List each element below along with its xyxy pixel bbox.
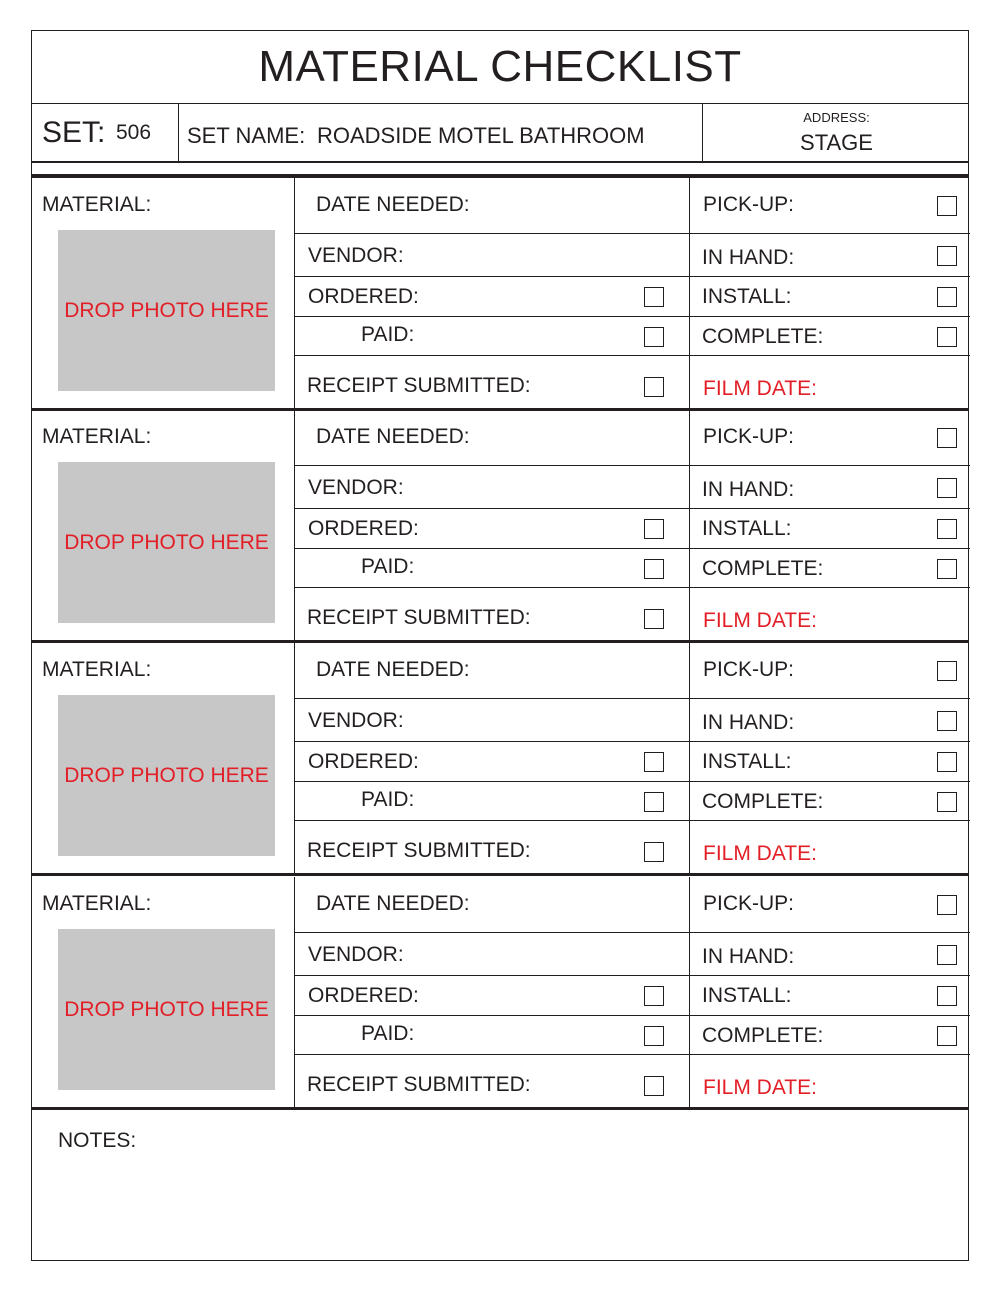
complete-row	[690, 782, 970, 821]
photo-placeholder-text: DROP PHOTO HERE	[64, 763, 269, 787]
receipt-submitted-label: RECEIPT SUBMITTED:	[307, 606, 531, 629]
ordered-row	[295, 277, 690, 317]
set-label: SET:	[42, 116, 106, 149]
pick-up-label: PICK-UP:	[703, 193, 795, 216]
pick-up-label: PICK-UP:	[703, 892, 795, 915]
block-divider	[32, 1107, 968, 1110]
in-hand-checkbox[interactable]	[937, 246, 957, 266]
page-title: MATERIAL CHECKLIST	[32, 31, 968, 104]
install-row	[690, 509, 970, 549]
vendor-row	[295, 234, 690, 277]
receipt-submitted-row	[295, 356, 690, 410]
complete-label: COMPLETE:	[702, 1024, 824, 1047]
in-hand-label: IN HAND:	[702, 246, 795, 269]
complete-row	[690, 549, 970, 588]
pick-up-row	[690, 877, 970, 933]
paid-row	[295, 317, 690, 356]
complete-label: COMPLETE:	[702, 557, 824, 580]
photo-placeholder-text: DROP PHOTO HERE	[64, 530, 269, 554]
pick-up-checkbox[interactable]	[937, 196, 957, 216]
vendor-row	[295, 699, 690, 742]
in-hand-label: IN HAND:	[702, 711, 795, 734]
material-label: MATERIAL:	[42, 892, 152, 915]
material-photo-column	[32, 877, 295, 1109]
material-block	[32, 643, 968, 875]
in-hand-row	[690, 234, 970, 277]
complete-row	[690, 1016, 970, 1055]
receipt-submitted-checkbox[interactable]	[644, 842, 664, 862]
film-date-label: FILM DATE:	[703, 609, 817, 632]
ordered-label: ORDERED:	[308, 984, 419, 1007]
date-needed-row	[295, 410, 690, 466]
photo-drop-zone[interactable]	[58, 695, 275, 856]
in-hand-checkbox[interactable]	[937, 945, 957, 965]
receipt-submitted-checkbox[interactable]	[644, 609, 664, 629]
paid-checkbox[interactable]	[644, 327, 664, 347]
film-date-label: FILM DATE:	[703, 842, 817, 865]
receipt-submitted-checkbox[interactable]	[644, 1076, 664, 1096]
install-checkbox[interactable]	[937, 752, 957, 772]
in-hand-checkbox[interactable]	[937, 711, 957, 731]
date-needed-label: DATE NEEDED:	[316, 193, 470, 216]
install-checkbox[interactable]	[937, 519, 957, 539]
set-name-value[interactable]: ROADSIDE MOTEL BATHROOM	[317, 123, 645, 148]
set-name-label: SET NAME:	[187, 123, 306, 148]
film-date-label: FILM DATE:	[703, 1076, 817, 1099]
paid-checkbox[interactable]	[644, 792, 664, 812]
install-label: INSTALL:	[702, 517, 792, 540]
set-name-cell	[179, 104, 703, 161]
receipt-submitted-row	[295, 588, 690, 642]
in-hand-checkbox[interactable]	[937, 478, 957, 498]
photo-drop-zone[interactable]	[58, 230, 275, 391]
in-hand-row	[690, 699, 970, 742]
paid-row	[295, 549, 690, 588]
complete-label: COMPLETE:	[702, 790, 824, 813]
header-thick-divider	[32, 174, 968, 178]
complete-checkbox[interactable]	[937, 327, 957, 347]
address-label: ADDRESS:	[803, 110, 870, 125]
pick-up-label: PICK-UP:	[703, 425, 795, 448]
set-info-row	[32, 104, 968, 161]
material-block	[32, 877, 968, 1109]
ordered-checkbox[interactable]	[644, 287, 664, 307]
material-photo-column	[32, 178, 295, 410]
photo-placeholder-text: DROP PHOTO HERE	[64, 298, 269, 322]
vendor-label: VENDOR:	[308, 943, 404, 966]
install-label: INSTALL:	[702, 750, 792, 773]
paid-label: PAID:	[361, 323, 415, 346]
address-cell	[703, 104, 970, 161]
install-label: INSTALL:	[702, 285, 792, 308]
paid-label: PAID:	[361, 555, 415, 578]
ordered-checkbox[interactable]	[644, 519, 664, 539]
film-date-row	[690, 356, 970, 410]
receipt-submitted-row	[295, 821, 690, 875]
vendor-label: VENDOR:	[308, 476, 404, 499]
date-needed-label: DATE NEEDED:	[316, 892, 470, 915]
pick-up-row	[690, 643, 970, 699]
pick-up-row	[690, 410, 970, 466]
material-label: MATERIAL:	[42, 193, 152, 216]
date-needed-row	[295, 643, 690, 699]
pick-up-checkbox[interactable]	[937, 428, 957, 448]
install-checkbox[interactable]	[937, 287, 957, 307]
header-divider	[32, 161, 968, 163]
ordered-checkbox[interactable]	[644, 986, 664, 1006]
ordered-label: ORDERED:	[308, 750, 419, 773]
paid-checkbox[interactable]	[644, 1026, 664, 1046]
install-row	[690, 277, 970, 317]
date-needed-row	[295, 178, 690, 234]
complete-label: COMPLETE:	[702, 325, 824, 348]
complete-row	[690, 317, 970, 356]
film-date-label: FILM DATE:	[703, 377, 817, 400]
receipt-submitted-label: RECEIPT SUBMITTED:	[307, 374, 531, 397]
paid-row	[295, 1016, 690, 1055]
pick-up-checkbox[interactable]	[937, 895, 957, 915]
photo-drop-zone[interactable]	[58, 929, 275, 1090]
install-checkbox[interactable]	[937, 986, 957, 1006]
pick-up-checkbox[interactable]	[937, 661, 957, 681]
paid-checkbox[interactable]	[644, 559, 664, 579]
material-label: MATERIAL:	[42, 425, 152, 448]
film-date-row	[690, 588, 970, 642]
date-needed-label: DATE NEEDED:	[316, 425, 470, 448]
photo-placeholder-text: DROP PHOTO HERE	[64, 997, 269, 1021]
material-checklist-form	[31, 30, 969, 1261]
paid-label: PAID:	[361, 1022, 415, 1045]
complete-checkbox[interactable]	[937, 559, 957, 579]
photo-drop-zone[interactable]	[58, 462, 275, 623]
material-photo-column	[32, 643, 295, 875]
notes-label: NOTES:	[58, 1129, 137, 1152]
in-hand-row	[690, 933, 970, 976]
complete-checkbox[interactable]	[937, 1026, 957, 1046]
vendor-label: VENDOR:	[308, 709, 404, 732]
set-number-value[interactable]: 506	[116, 121, 152, 144]
film-date-row	[690, 1055, 970, 1109]
film-date-row	[690, 821, 970, 875]
vendor-row	[295, 933, 690, 976]
set-number-cell	[32, 104, 179, 161]
material-block	[32, 410, 968, 642]
paid-row	[295, 782, 690, 821]
in-hand-label: IN HAND:	[702, 478, 795, 501]
ordered-row	[295, 509, 690, 549]
receipt-submitted-label: RECEIPT SUBMITTED:	[307, 1073, 531, 1096]
material-block	[32, 178, 968, 410]
vendor-label: VENDOR:	[308, 244, 404, 267]
install-label: INSTALL:	[702, 984, 792, 1007]
in-hand-label: IN HAND:	[702, 945, 795, 968]
receipt-submitted-label: RECEIPT SUBMITTED:	[307, 839, 531, 862]
material-photo-column	[32, 410, 295, 642]
ordered-row	[295, 742, 690, 782]
paid-label: PAID:	[361, 788, 415, 811]
material-label: MATERIAL:	[42, 658, 152, 681]
ordered-label: ORDERED:	[308, 517, 419, 540]
receipt-submitted-row	[295, 1055, 690, 1109]
in-hand-row	[690, 466, 970, 509]
receipt-submitted-checkbox[interactable]	[644, 377, 664, 397]
ordered-label: ORDERED:	[308, 285, 419, 308]
install-row	[690, 976, 970, 1016]
vendor-row	[295, 466, 690, 509]
pick-up-label: PICK-UP:	[703, 658, 795, 681]
date-needed-row	[295, 877, 690, 933]
date-needed-label: DATE NEEDED:	[316, 658, 470, 681]
ordered-row	[295, 976, 690, 1016]
ordered-checkbox[interactable]	[644, 752, 664, 772]
block-divider	[32, 873, 968, 876]
install-row	[690, 742, 970, 782]
complete-checkbox[interactable]	[937, 792, 957, 812]
pick-up-row	[690, 178, 970, 234]
address-value[interactable]: STAGE	[800, 130, 873, 155]
